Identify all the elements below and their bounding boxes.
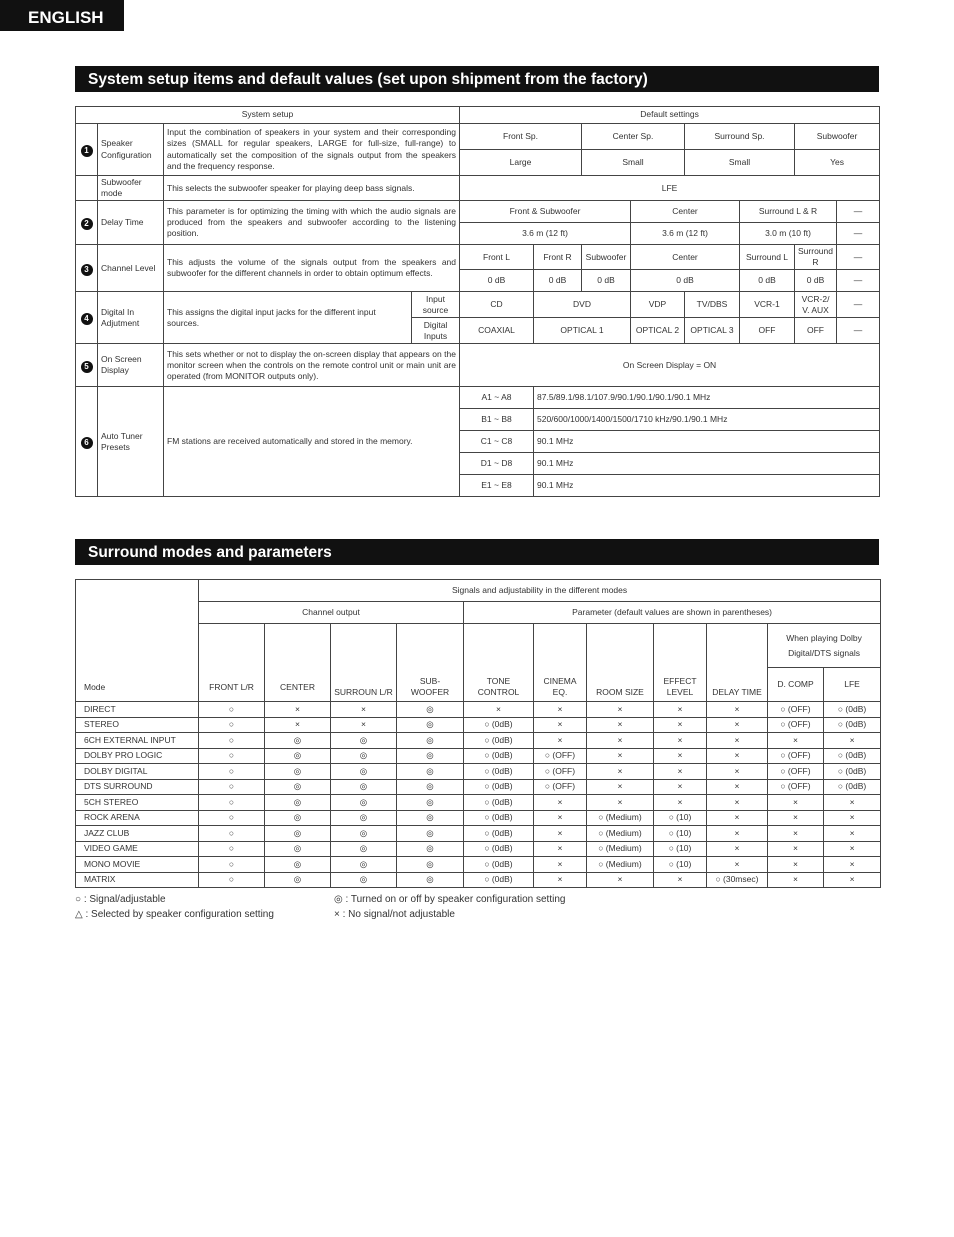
- mode-cell: ○ (OFF): [534, 764, 587, 780]
- mode-cell: ×: [768, 826, 824, 842]
- mode-cell: ×: [654, 872, 707, 888]
- mode-cell: ○ (0dB): [464, 733, 534, 749]
- default-head: TV/DBS: [685, 292, 740, 318]
- default-value: COAXIAL: [460, 318, 534, 344]
- mode-cell: ×: [331, 717, 397, 733]
- mode-cell: ×: [587, 795, 654, 811]
- col-head: SUB- WOOFER: [397, 624, 464, 702]
- mode-cell: ○: [199, 872, 265, 888]
- mode-name: 5CH STEREO: [76, 795, 199, 811]
- item-number: [76, 124, 98, 176]
- item-description: This sets whether or not to display the on-screen display that appears on the monitor screen when the controls on the remote control unit or main unit are operated (from MONITOR outputs only).: [164, 344, 460, 387]
- mode-cell: ×: [464, 702, 534, 718]
- mode-cell: ×: [824, 810, 881, 826]
- mode-cell: ○ (0dB): [464, 857, 534, 873]
- mode-cell: ○: [199, 857, 265, 873]
- default-value: Small: [582, 150, 685, 176]
- default-head: Front L: [460, 245, 534, 270]
- header-default-settings: Default settings: [460, 107, 880, 124]
- default-value: —: [837, 223, 880, 245]
- mode-cell: ×: [534, 826, 587, 842]
- input-source-label: Input source: [412, 292, 460, 318]
- mode-cell: ◎: [397, 810, 464, 826]
- mode-cell: ◎: [265, 857, 331, 873]
- mode-cell: ○ (0dB): [464, 764, 534, 780]
- mode-cell: ○ (0dB): [464, 779, 534, 795]
- mode-cell: ×: [768, 872, 824, 888]
- default-head: Subwoofer: [582, 245, 631, 270]
- default-head: Center: [631, 245, 740, 270]
- mode-cell: ×: [654, 733, 707, 749]
- item-number: [76, 292, 98, 344]
- default-value: Small: [685, 150, 795, 176]
- mode-row: [76, 810, 881, 826]
- number-badge: 1: [81, 145, 93, 157]
- default-head: Surround R: [795, 245, 837, 270]
- col-head: LFE: [824, 668, 881, 702]
- mode-cell: ○ (0dB): [464, 717, 534, 733]
- item-name: Auto Tuner Presets: [98, 387, 164, 497]
- mode-cell: ○: [199, 810, 265, 826]
- mode-cell: ×: [707, 764, 768, 780]
- mode-cell: ×: [824, 857, 881, 873]
- number-badge: 3: [81, 264, 93, 276]
- mode-cell: ◎: [397, 702, 464, 718]
- mode-cell: ×: [587, 702, 654, 718]
- mode-cell: ○ (0dB): [464, 872, 534, 888]
- default-value: OPTICAL 2: [631, 318, 685, 344]
- mode-cell: ×: [707, 826, 768, 842]
- mode-rows: [76, 702, 881, 888]
- mode-cell: ◎: [397, 857, 464, 873]
- mode-row: [76, 872, 881, 888]
- mode-cell: ×: [824, 826, 881, 842]
- mode-cell: ×: [534, 841, 587, 857]
- legend-item: ◎ : Turned on or off by speaker configuration setting: [334, 894, 566, 905]
- mode-name: 6CH EXTERNAL INPUT: [76, 733, 199, 749]
- mode-cell: ×: [265, 717, 331, 733]
- mode-cell: ×: [587, 733, 654, 749]
- default-value: LFE: [460, 176, 880, 201]
- mode-cell: ○ (0dB): [464, 841, 534, 857]
- mode-cell: ○ (10): [654, 857, 707, 873]
- default-head: DVD: [534, 292, 631, 318]
- mode-cell: ◎: [397, 841, 464, 857]
- mode-cell: ×: [654, 717, 707, 733]
- default-value: OFF: [795, 318, 837, 344]
- mode-row: [76, 733, 881, 749]
- header-signals: Signals and adjustability in the different modes: [199, 580, 881, 602]
- item-name: On Screen Display: [98, 344, 164, 387]
- mode-cell: ◎: [265, 764, 331, 780]
- col-head: CENTER: [265, 624, 331, 702]
- mode-cell: ◎: [265, 872, 331, 888]
- mode-name: MATRIX: [76, 872, 199, 888]
- default-head: Center: [631, 201, 740, 223]
- item-name: Digital In Adjutment: [98, 292, 164, 344]
- item-number: [76, 344, 98, 387]
- mode-cell: ×: [534, 702, 587, 718]
- item-description: This parameter is for optimizing the timing with which the audio signals are produced from the speakers and subwoofer according to the listening position.: [164, 201, 460, 245]
- mode-row: [76, 702, 881, 718]
- col-head: SURROUN L/R: [331, 624, 397, 702]
- number-badge: 5: [81, 361, 93, 373]
- mode-cell: ○ (OFF): [768, 702, 824, 718]
- mode-cell: ◎: [397, 872, 464, 888]
- mode-name: MONO MOVIE: [76, 857, 199, 873]
- header-parameter: Parameter (default values are shown in parentheses): [464, 602, 881, 624]
- mode-cell: ○: [199, 702, 265, 718]
- default-head: Center Sp.: [582, 124, 685, 150]
- preset-value: 90.1 MHz: [534, 453, 880, 475]
- mode-cell: ×: [824, 795, 881, 811]
- mode-name: VIDEO GAME: [76, 841, 199, 857]
- mode-cell: ○ (0dB): [824, 702, 881, 718]
- mode-cell: ×: [534, 872, 587, 888]
- mode-name: DOLBY DIGITAL: [76, 764, 199, 780]
- item-description: This adjusts the volume of the signals output from the speakers and subwoofer for the different channels in order to obtain optimum effects.: [164, 245, 460, 292]
- mode-row: [76, 841, 881, 857]
- mode-cell: ×: [654, 795, 707, 811]
- col-head: DELAY TIME: [707, 624, 768, 702]
- default-head: —: [837, 201, 880, 223]
- mode-cell: ○: [199, 826, 265, 842]
- mode-cell: ○: [199, 733, 265, 749]
- mode-cell: ○ (0dB): [824, 748, 881, 764]
- legend-item: × : No signal/not adjustable: [334, 909, 455, 920]
- default-value: 0 dB: [795, 270, 837, 292]
- mode-cell: ○ (OFF): [768, 748, 824, 764]
- item-description: FM stations are received automatically and stored in the memory.: [164, 387, 460, 497]
- mode-cell: ×: [265, 702, 331, 718]
- mode-cell: ○ (Medium): [587, 857, 654, 873]
- col-head: FRONT L/R: [199, 624, 265, 702]
- mode-name: STEREO: [76, 717, 199, 733]
- mode-cell: ○ (Medium): [587, 810, 654, 826]
- section-title-system-setup: System setup items and default values (set upon shipment from the factory): [75, 66, 879, 92]
- mode-row: [76, 795, 881, 811]
- mode-cell: ×: [534, 717, 587, 733]
- mode-cell: ◎: [331, 764, 397, 780]
- item-number: [76, 201, 98, 245]
- default-head: VCR-2/ V. AUX: [795, 292, 837, 318]
- mode-cell: ◎: [331, 857, 397, 873]
- mode-cell: ×: [707, 748, 768, 764]
- mode-cell: ×: [824, 872, 881, 888]
- mode-cell: ○ (0dB): [824, 779, 881, 795]
- default-head: VDP: [631, 292, 685, 318]
- mode-cell: ×: [707, 857, 768, 873]
- mode-cell: ×: [824, 733, 881, 749]
- mode-cell: ○ (10): [654, 810, 707, 826]
- mode-cell: ×: [768, 795, 824, 811]
- header-dolby-dts: When playing Dolby Digital/DTS signals: [768, 624, 881, 668]
- default-value: 3.0 m (10 ft): [740, 223, 837, 245]
- mode-cell: ×: [768, 733, 824, 749]
- mode-cell: ◎: [331, 810, 397, 826]
- mode-cell: ×: [768, 841, 824, 857]
- default-head: Front R: [534, 245, 582, 270]
- col-head: TONE CONTROL: [464, 624, 534, 702]
- mode-cell: ◎: [331, 795, 397, 811]
- preset-value: 520/600/1000/1400/1500/1710 kHz/90.1/90.1 MHz: [534, 409, 880, 431]
- mode-cell: ○ (30msec): [707, 872, 768, 888]
- mode-cell: ◎: [397, 779, 464, 795]
- item-name: Channel Level: [98, 245, 164, 292]
- preset-band: A1 ~ A8: [460, 387, 534, 409]
- mode-cell: ×: [331, 702, 397, 718]
- mode-cell: ◎: [265, 795, 331, 811]
- default-value: —: [837, 270, 880, 292]
- mode-cell: ○ (OFF): [534, 779, 587, 795]
- item-number: [76, 245, 98, 292]
- item-description: This assigns the digital input jacks for the different input sources.: [164, 292, 412, 344]
- default-value: —: [837, 318, 880, 344]
- default-value: 0 dB: [582, 270, 631, 292]
- number-badge: 2: [81, 218, 93, 230]
- header-system-setup: System setup: [76, 107, 460, 124]
- mode-cell: ◎: [265, 841, 331, 857]
- mode-cell: ○ (Medium): [587, 841, 654, 857]
- mode-cell: ◎: [331, 841, 397, 857]
- item-number: [76, 387, 98, 497]
- digital-inputs-label: Digital Inputs: [412, 318, 460, 344]
- mode-cell: ○ (10): [654, 841, 707, 857]
- col-head: EFFECT LEVEL: [654, 624, 707, 702]
- mode-name: ROCK ARENA: [76, 810, 199, 826]
- surround-modes-table: [75, 579, 881, 888]
- header-channel-output: Channel output: [199, 602, 464, 624]
- mode-cell: ◎: [265, 826, 331, 842]
- mode-cell: ◎: [331, 748, 397, 764]
- mode-cell: ◎: [397, 748, 464, 764]
- default-value: 0 dB: [534, 270, 582, 292]
- mode-cell: ◎: [397, 826, 464, 842]
- default-head: —: [837, 292, 880, 318]
- system-setup-table: [75, 106, 880, 497]
- mode-cell: ×: [587, 748, 654, 764]
- mode-cell: ○: [199, 748, 265, 764]
- default-value: Yes: [795, 150, 880, 176]
- mode-cell: ○: [199, 764, 265, 780]
- legend-item: ○ : Signal/adjustable: [75, 894, 166, 905]
- mode-cell: ○: [199, 841, 265, 857]
- mode-cell: ×: [707, 779, 768, 795]
- default-value: On Screen Display = ON: [460, 344, 880, 387]
- mode-cell: ○: [199, 717, 265, 733]
- preset-band: E1 ~ E8: [460, 475, 534, 497]
- mode-row: [76, 857, 881, 873]
- mode-cell: ×: [534, 733, 587, 749]
- default-head: CD: [460, 292, 534, 318]
- number-badge: 6: [81, 437, 93, 449]
- mode-cell: ×: [534, 857, 587, 873]
- default-value: Large: [460, 150, 582, 176]
- mode-cell: ◎: [265, 779, 331, 795]
- section-title-surround-modes: Surround modes and parameters: [75, 539, 879, 565]
- mode-cell: ×: [707, 717, 768, 733]
- item-name: Speaker Configuration: [98, 124, 164, 176]
- mode-cell: ○: [199, 779, 265, 795]
- default-head: Front & Subwoofer: [460, 201, 631, 223]
- default-head: —: [837, 245, 880, 270]
- mode-cell: ○ (Medium): [587, 826, 654, 842]
- mode-cell: ×: [654, 702, 707, 718]
- mode-cell: ○ (0dB): [824, 717, 881, 733]
- mode-cell: ◎: [265, 810, 331, 826]
- preset-value: 90.1 MHz: [534, 475, 880, 497]
- item-name: Delay Time: [98, 201, 164, 245]
- mode-cell: ×: [768, 810, 824, 826]
- preset-value: 87.5/89.1/98.1/107.9/90.1/90.1/90.1/90.1 MHz: [534, 387, 880, 409]
- mode-cell: ×: [824, 841, 881, 857]
- item-name: Subwoofer mode: [98, 176, 164, 201]
- default-head: Surround Sp.: [685, 124, 795, 150]
- default-head: Subwoofer: [795, 124, 880, 150]
- mode-cell: ◎: [331, 872, 397, 888]
- mode-cell: ×: [768, 857, 824, 873]
- mode-cell: ○ (0dB): [464, 748, 534, 764]
- mode-cell: ◎: [397, 717, 464, 733]
- default-value: 0 dB: [460, 270, 534, 292]
- col-head: D. COMP: [768, 668, 824, 702]
- mode-cell: ○ (OFF): [768, 717, 824, 733]
- mode-cell: ◎: [397, 764, 464, 780]
- item-description: Input the combination of speakers in your system and their corresponding sizes (SMALL for regular speakers, LARGE for full-size, full-range) to automatically set the composition of the signals output from the speakers and the frequency response.: [164, 124, 460, 176]
- mode-cell: ○ (OFF): [534, 748, 587, 764]
- mode-cell: ×: [654, 748, 707, 764]
- mode-name: DIRECT: [76, 702, 199, 718]
- preset-band: C1 ~ C8: [460, 431, 534, 453]
- mode-cell: ○ (0dB): [464, 810, 534, 826]
- mode-cell: ×: [654, 779, 707, 795]
- default-value: 0 dB: [740, 270, 795, 292]
- mode-cell: ○ (0dB): [464, 826, 534, 842]
- col-head: ROOM SIZE: [587, 624, 654, 702]
- mode-cell: ×: [534, 810, 587, 826]
- number-badge: 4: [81, 313, 93, 325]
- mode-cell: ×: [587, 764, 654, 780]
- mode-cell: ×: [707, 810, 768, 826]
- mode-name: DTS SURROUND: [76, 779, 199, 795]
- mode-cell: ○ (OFF): [768, 779, 824, 795]
- mode-cell: ×: [587, 717, 654, 733]
- mode-cell: ×: [587, 872, 654, 888]
- item-number: [76, 176, 98, 201]
- mode-cell: ◎: [265, 748, 331, 764]
- mode-cell: ×: [707, 702, 768, 718]
- mode-cell: ×: [654, 764, 707, 780]
- mode-row: [76, 826, 881, 842]
- blank-corner: [76, 580, 199, 602]
- mode-cell: ○ (10): [654, 826, 707, 842]
- default-head: Surround L & R: [740, 201, 837, 223]
- mode-row: [76, 764, 881, 780]
- preset-band: B1 ~ B8: [460, 409, 534, 431]
- legend-item: △ : Selected by speaker configuration setting: [75, 909, 274, 920]
- preset-band: D1 ~ D8: [460, 453, 534, 475]
- col-head: CINEMA EQ.: [534, 624, 587, 702]
- default-head: VCR-1: [740, 292, 795, 318]
- header-mode: Mode: [76, 624, 199, 702]
- default-value: 3.6 m (12 ft): [460, 223, 631, 245]
- mode-cell: ○ (OFF): [768, 764, 824, 780]
- default-head: Front Sp.: [460, 124, 582, 150]
- mode-row: [76, 717, 881, 733]
- mode-cell: ○ (0dB): [464, 795, 534, 811]
- blank-corner: [76, 602, 199, 624]
- mode-cell: ×: [707, 733, 768, 749]
- mode-cell: ◎: [265, 733, 331, 749]
- mode-cell: ×: [707, 795, 768, 811]
- mode-name: JAZZ CLUB: [76, 826, 199, 842]
- default-head: Surround L: [740, 245, 795, 270]
- language-tab: ENGLISH: [0, 0, 124, 31]
- mode-cell: ×: [707, 841, 768, 857]
- mode-cell: ×: [587, 779, 654, 795]
- default-value: OFF: [740, 318, 795, 344]
- mode-cell: ◎: [331, 826, 397, 842]
- mode-cell: ◎: [331, 733, 397, 749]
- item-description: This selects the subwoofer speaker for playing deep bass signals.: [164, 176, 460, 201]
- mode-cell: ○ (0dB): [824, 764, 881, 780]
- mode-row: [76, 779, 881, 795]
- default-value: 3.6 m (12 ft): [631, 223, 740, 245]
- mode-cell: ×: [534, 795, 587, 811]
- mode-row: [76, 748, 881, 764]
- preset-value: 90.1 MHz: [534, 431, 880, 453]
- mode-cell: ◎: [397, 733, 464, 749]
- mode-cell: ◎: [331, 779, 397, 795]
- mode-cell: ○: [199, 795, 265, 811]
- default-value: OPTICAL 1: [534, 318, 631, 344]
- mode-name: DOLBY PRO LOGIC: [76, 748, 199, 764]
- mode-cell: ◎: [397, 795, 464, 811]
- default-value: 0 dB: [631, 270, 740, 292]
- default-value: OPTICAL 3: [685, 318, 740, 344]
